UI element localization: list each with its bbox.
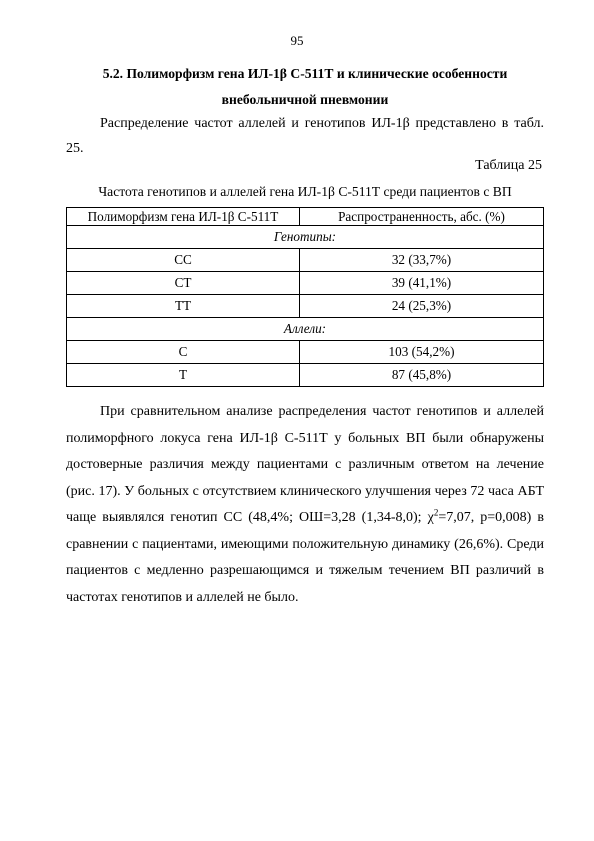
intro-paragraph: Распределение частот аллелей и генотипов ИЛ-1β представлено в табл. 25. <box>66 116 544 156</box>
table-group-row <box>67 226 544 249</box>
row-value: 87 (45,8%) <box>300 364 544 387</box>
analysis-text-part-1: При сравнительном анализе распределения частот генотипов и аллелей полиморфного локуса гена ИЛ-1β С-511Т у больных ВП были обнаружены достоверные различия между пациентами с различным ответом на лечение (рис. 17). У больных с отсутствием клинического улучшения через 72 часа АБТ чаще выявлялся генотип СС (48,4%; ОШ=3,28 (1,34-8,0); χ <box>66 404 544 525</box>
table-row <box>67 364 544 387</box>
analysis-paragraph <box>66 399 544 611</box>
section-heading-line-1: 5.2. Полиморфизм гена ИЛ-1β С-511Т и клинические особенности <box>102 66 508 81</box>
table-group-row <box>67 318 544 341</box>
table-number-label: Таблица 25 <box>475 158 542 173</box>
table-row <box>67 249 544 272</box>
table-row <box>67 295 544 318</box>
row-name: СС <box>67 249 300 272</box>
row-name: С <box>67 341 300 364</box>
row-value: 32 (33,7%) <box>300 249 544 272</box>
row-value: 24 (25,3%) <box>300 295 544 318</box>
column-header: Полиморфизм гена ИЛ-1β С-511Т <box>67 208 300 226</box>
genotype-table <box>66 207 544 387</box>
row-value: 103 (54,2%) <box>300 341 544 364</box>
superscript: 2 <box>433 507 439 518</box>
section-heading-line-2: внебольничной пневмонии <box>221 92 389 107</box>
section-heading <box>70 61 540 113</box>
table-header-row <box>67 208 544 226</box>
row-name: Т <box>67 364 300 387</box>
table-row <box>67 341 544 364</box>
group-title-alleles: Аллели: <box>67 318 544 341</box>
group-title-genotypes: Генотипы: <box>67 226 544 249</box>
page-number: 95 <box>290 33 304 48</box>
row-name: ТТ <box>67 295 300 318</box>
column-header: Распространенность, абс. (%) <box>300 208 544 226</box>
table-row <box>67 272 544 295</box>
analysis-text-part-2: =7,07, р=0,008) в сравнении с пациентами, имеющими положительную динамику (26,6%). Среди пациентов с медленно разрешающимся и тяжелым течением ВП различий в частотах генотипов и аллелей не было. <box>66 510 544 605</box>
row-name: СТ <box>67 272 300 295</box>
table-caption: Частота генотипов и аллелей гена ИЛ-1β С-511Т среди пациентов с ВП <box>98 184 512 199</box>
row-value: 39 (41,1%) <box>300 272 544 295</box>
